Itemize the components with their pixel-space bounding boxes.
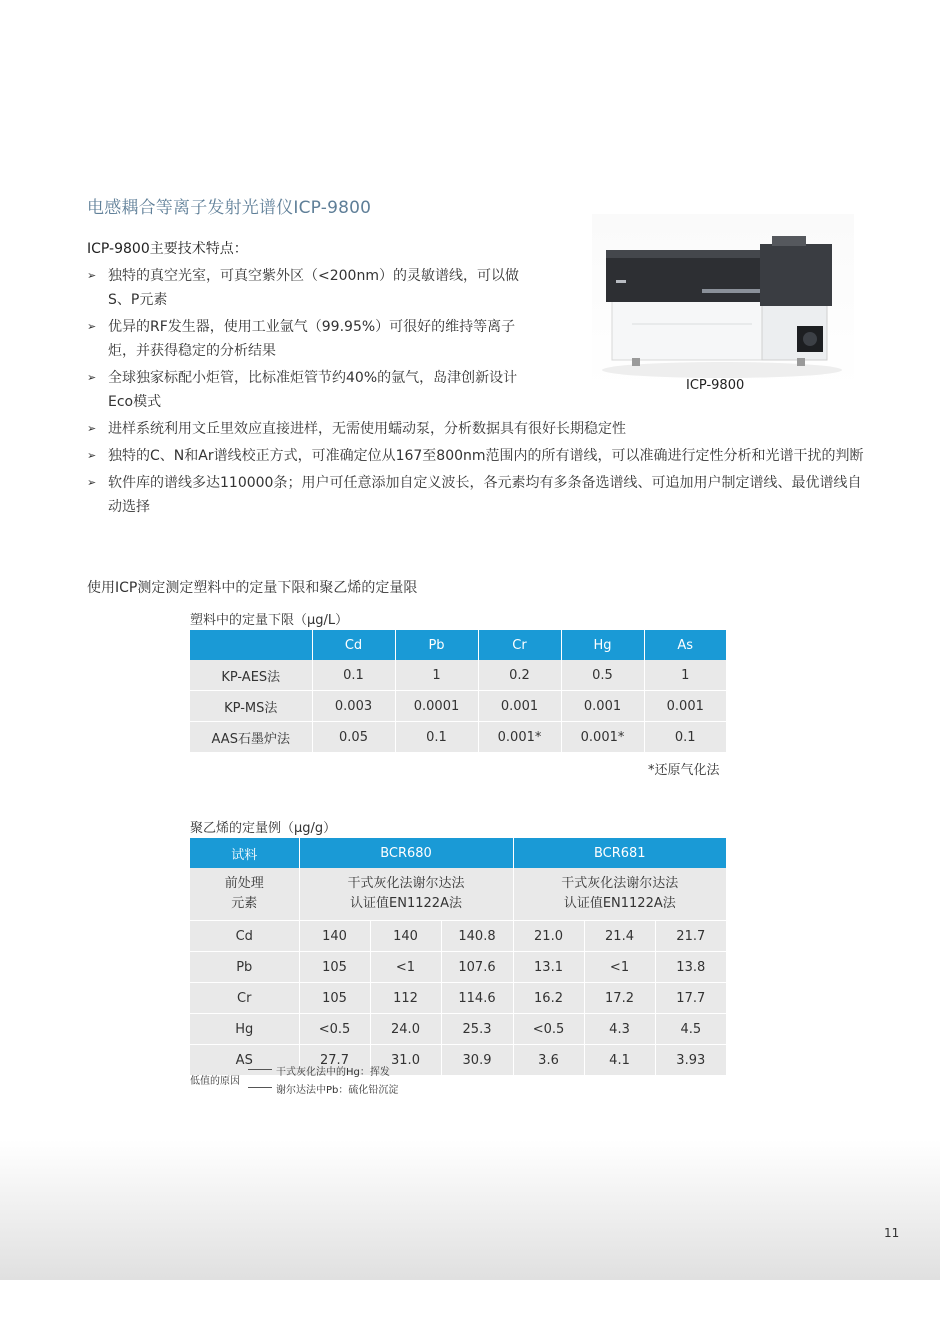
table-cell: <0.5: [513, 1014, 584, 1045]
feature-item: [87, 264, 538, 312]
table-cell: 21.7: [655, 921, 726, 952]
table-cell: 0.001: [478, 691, 561, 722]
table-cell: 0.001: [561, 691, 644, 722]
table-header-cell: Pb: [395, 630, 478, 660]
table1-title: 塑料中的定量下限（μg/L）: [190, 613, 349, 628]
table-cell: 1: [395, 660, 478, 691]
table-cell: [190, 868, 299, 921]
feature-item: [87, 444, 868, 468]
table-cell: <0.5: [299, 1014, 370, 1045]
table-cell: 4.1: [584, 1045, 655, 1076]
icp-instrument-illustration: [592, 214, 854, 390]
page-number: 11: [884, 1226, 900, 1240]
table-cell: 105: [299, 952, 370, 983]
table-header-cell: As: [644, 630, 726, 660]
table-cell: 0.5: [561, 660, 644, 691]
feature-text: 全球独家标配小炬管，比标准炬管节约40%的氩气，岛津创新设计Eco模式: [108, 370, 518, 410]
table1-footnote: *还原气化法: [648, 763, 720, 778]
low-value-reason-label: 低值的原因: [190, 1076, 240, 1087]
table-header-row: [190, 838, 726, 868]
table-cell: [513, 868, 726, 921]
table-row: [190, 691, 726, 722]
method-text: 干式灰化法谢尔达法: [347, 876, 465, 891]
product-image: [592, 214, 854, 390]
table2-title: 聚乙烯的定量例（μg/g）: [190, 821, 337, 836]
quantitation-limit-table: [190, 630, 726, 753]
reason-connector-line: [248, 1069, 272, 1070]
table-cell: 13.8: [655, 952, 726, 983]
table-cell: 0.001*: [478, 722, 561, 753]
feature-item: [87, 315, 538, 363]
arrow-bullet-icon: ➢: [87, 476, 97, 489]
table-cell: Hg: [190, 1014, 299, 1045]
table-cell: AAS石墨炉法: [190, 722, 312, 753]
table-cell: 27.7: [299, 1045, 370, 1076]
method-text: 认证值EN1122A法: [350, 896, 462, 911]
table-cell: 0.1: [644, 722, 726, 753]
table-row: [190, 983, 726, 1014]
table-cell: 0.001*: [561, 722, 644, 753]
page-title: 电感耦合等离子发射光谱仪ICP-9800: [87, 198, 372, 218]
table-cell: 114.6: [441, 983, 513, 1014]
table-cell: 17.7: [655, 983, 726, 1014]
table-cell: 0.1: [312, 660, 395, 691]
table-cell: 4.5: [655, 1014, 726, 1045]
table-cell: <1: [584, 952, 655, 983]
arrow-bullet-icon: ➢: [87, 422, 97, 435]
table-cell: AS: [190, 1045, 299, 1076]
feature-text: 独特的C、N和Ar谱线校正方式，可准确定位从167至800nm范围内的所有谱线，可以准确进行定性分析和光谱干扰的判断: [108, 448, 864, 464]
product-caption: ICP-9800: [686, 378, 745, 393]
table-cell: 107.6: [441, 952, 513, 983]
section-title: 使用ICP测定测定塑料中的定量下限和聚乙烯的定量限: [87, 580, 418, 596]
table-cell: 4.3: [584, 1014, 655, 1045]
low-value-reason: 干式灰化法中的Hg：挥发: [276, 1067, 390, 1078]
table-cell: 21.0: [513, 921, 584, 952]
feature-text: 优异的RF发生器，使用工业氩气（99.95%）可很好的维持等离子炬，并获得稳定的分析结果: [108, 319, 516, 359]
arrow-bullet-icon: ➢: [87, 269, 97, 282]
table-cell: 21.4: [584, 921, 655, 952]
table-row: [190, 1045, 726, 1076]
table-cell: 140.8: [441, 921, 513, 952]
table-header-cell: Cd: [312, 630, 395, 660]
feature-item: [87, 366, 538, 414]
table-cell: [299, 868, 513, 921]
method-text: 认证值EN1122A法: [563, 896, 676, 911]
table-cell: Cr: [190, 983, 299, 1014]
table-cell: 3.6: [513, 1045, 584, 1076]
table-cell: 112: [370, 983, 441, 1014]
polyethylene-quant-table: [190, 838, 726, 1076]
table-cell: 0.2: [478, 660, 561, 691]
table-cell: KP-MS法: [190, 691, 312, 722]
table-header-cell: Cr: [478, 630, 561, 660]
table-cell: 0.1: [395, 722, 478, 753]
table-cell: 0.05: [312, 722, 395, 753]
table-row: [190, 1014, 726, 1045]
table-row: [190, 722, 726, 753]
footer-gradient: [0, 1140, 940, 1280]
table-header-row: [190, 630, 726, 660]
table-header-cell: Hg: [561, 630, 644, 660]
low-value-reason: 谢尔达法中Pb：硫化铅沉淀: [276, 1085, 399, 1096]
table-row: [190, 868, 726, 921]
table-cell: 140: [370, 921, 441, 952]
table-cell: KP-AES法: [190, 660, 312, 691]
feature-text: 软件库的谱线多达110000条；用户可任意添加自定义波长，各元素均有多条备选谱线、可追加用户制定谱线、最优谱线自动选择: [108, 475, 862, 515]
table-cell: 1: [644, 660, 726, 691]
table-cell: 0.001: [644, 691, 726, 722]
table-header-cell: 试料: [190, 838, 299, 868]
table-header-cell: [190, 630, 312, 660]
table-cell: 31.0: [370, 1045, 441, 1076]
table-header-cell: BCR680: [299, 838, 513, 868]
table-cell: 16.2: [513, 983, 584, 1014]
arrow-bullet-icon: ➢: [87, 449, 97, 462]
element-label: 元素: [231, 896, 258, 911]
table-cell: 24.0: [370, 1014, 441, 1045]
table-row: [190, 660, 726, 691]
table-header-cell: BCR681: [513, 838, 726, 868]
footer-bottom: [0, 1280, 940, 1328]
table-cell: 30.9: [441, 1045, 513, 1076]
features-heading: ICP-9800主要技术特点：: [87, 241, 248, 257]
table-cell: Cd: [190, 921, 299, 952]
feature-text: 独特的真空光室，可真空紫外区（<200nm）的灵敏谱线，可以做S、P元素: [108, 268, 519, 308]
pretreatment-label: 前处理: [224, 876, 264, 891]
table-cell: 3.93: [655, 1045, 726, 1076]
method-text: 干式灰化法谢尔达法: [561, 876, 679, 891]
table-cell: 13.1: [513, 952, 584, 983]
arrow-bullet-icon: ➢: [87, 320, 97, 333]
table-cell: <1: [370, 952, 441, 983]
feature-item: [87, 471, 868, 519]
table-cell: 105: [299, 983, 370, 1014]
table-cell: Pb: [190, 952, 299, 983]
table-cell: 25.3: [441, 1014, 513, 1045]
feature-item: [87, 417, 868, 441]
table-row: [190, 952, 726, 983]
table-cell: 17.2: [584, 983, 655, 1014]
feature-text: 进样系统利用文丘里效应直接进样，无需使用蠕动泵，分析数据具有很好长期稳定性: [108, 421, 626, 437]
table-cell: 0.003: [312, 691, 395, 722]
reason-connector-line: [248, 1087, 272, 1088]
table-cell: 140: [299, 921, 370, 952]
arrow-bullet-icon: ➢: [87, 371, 97, 384]
table-cell: 0.0001: [395, 691, 478, 722]
table-row: [190, 921, 726, 952]
